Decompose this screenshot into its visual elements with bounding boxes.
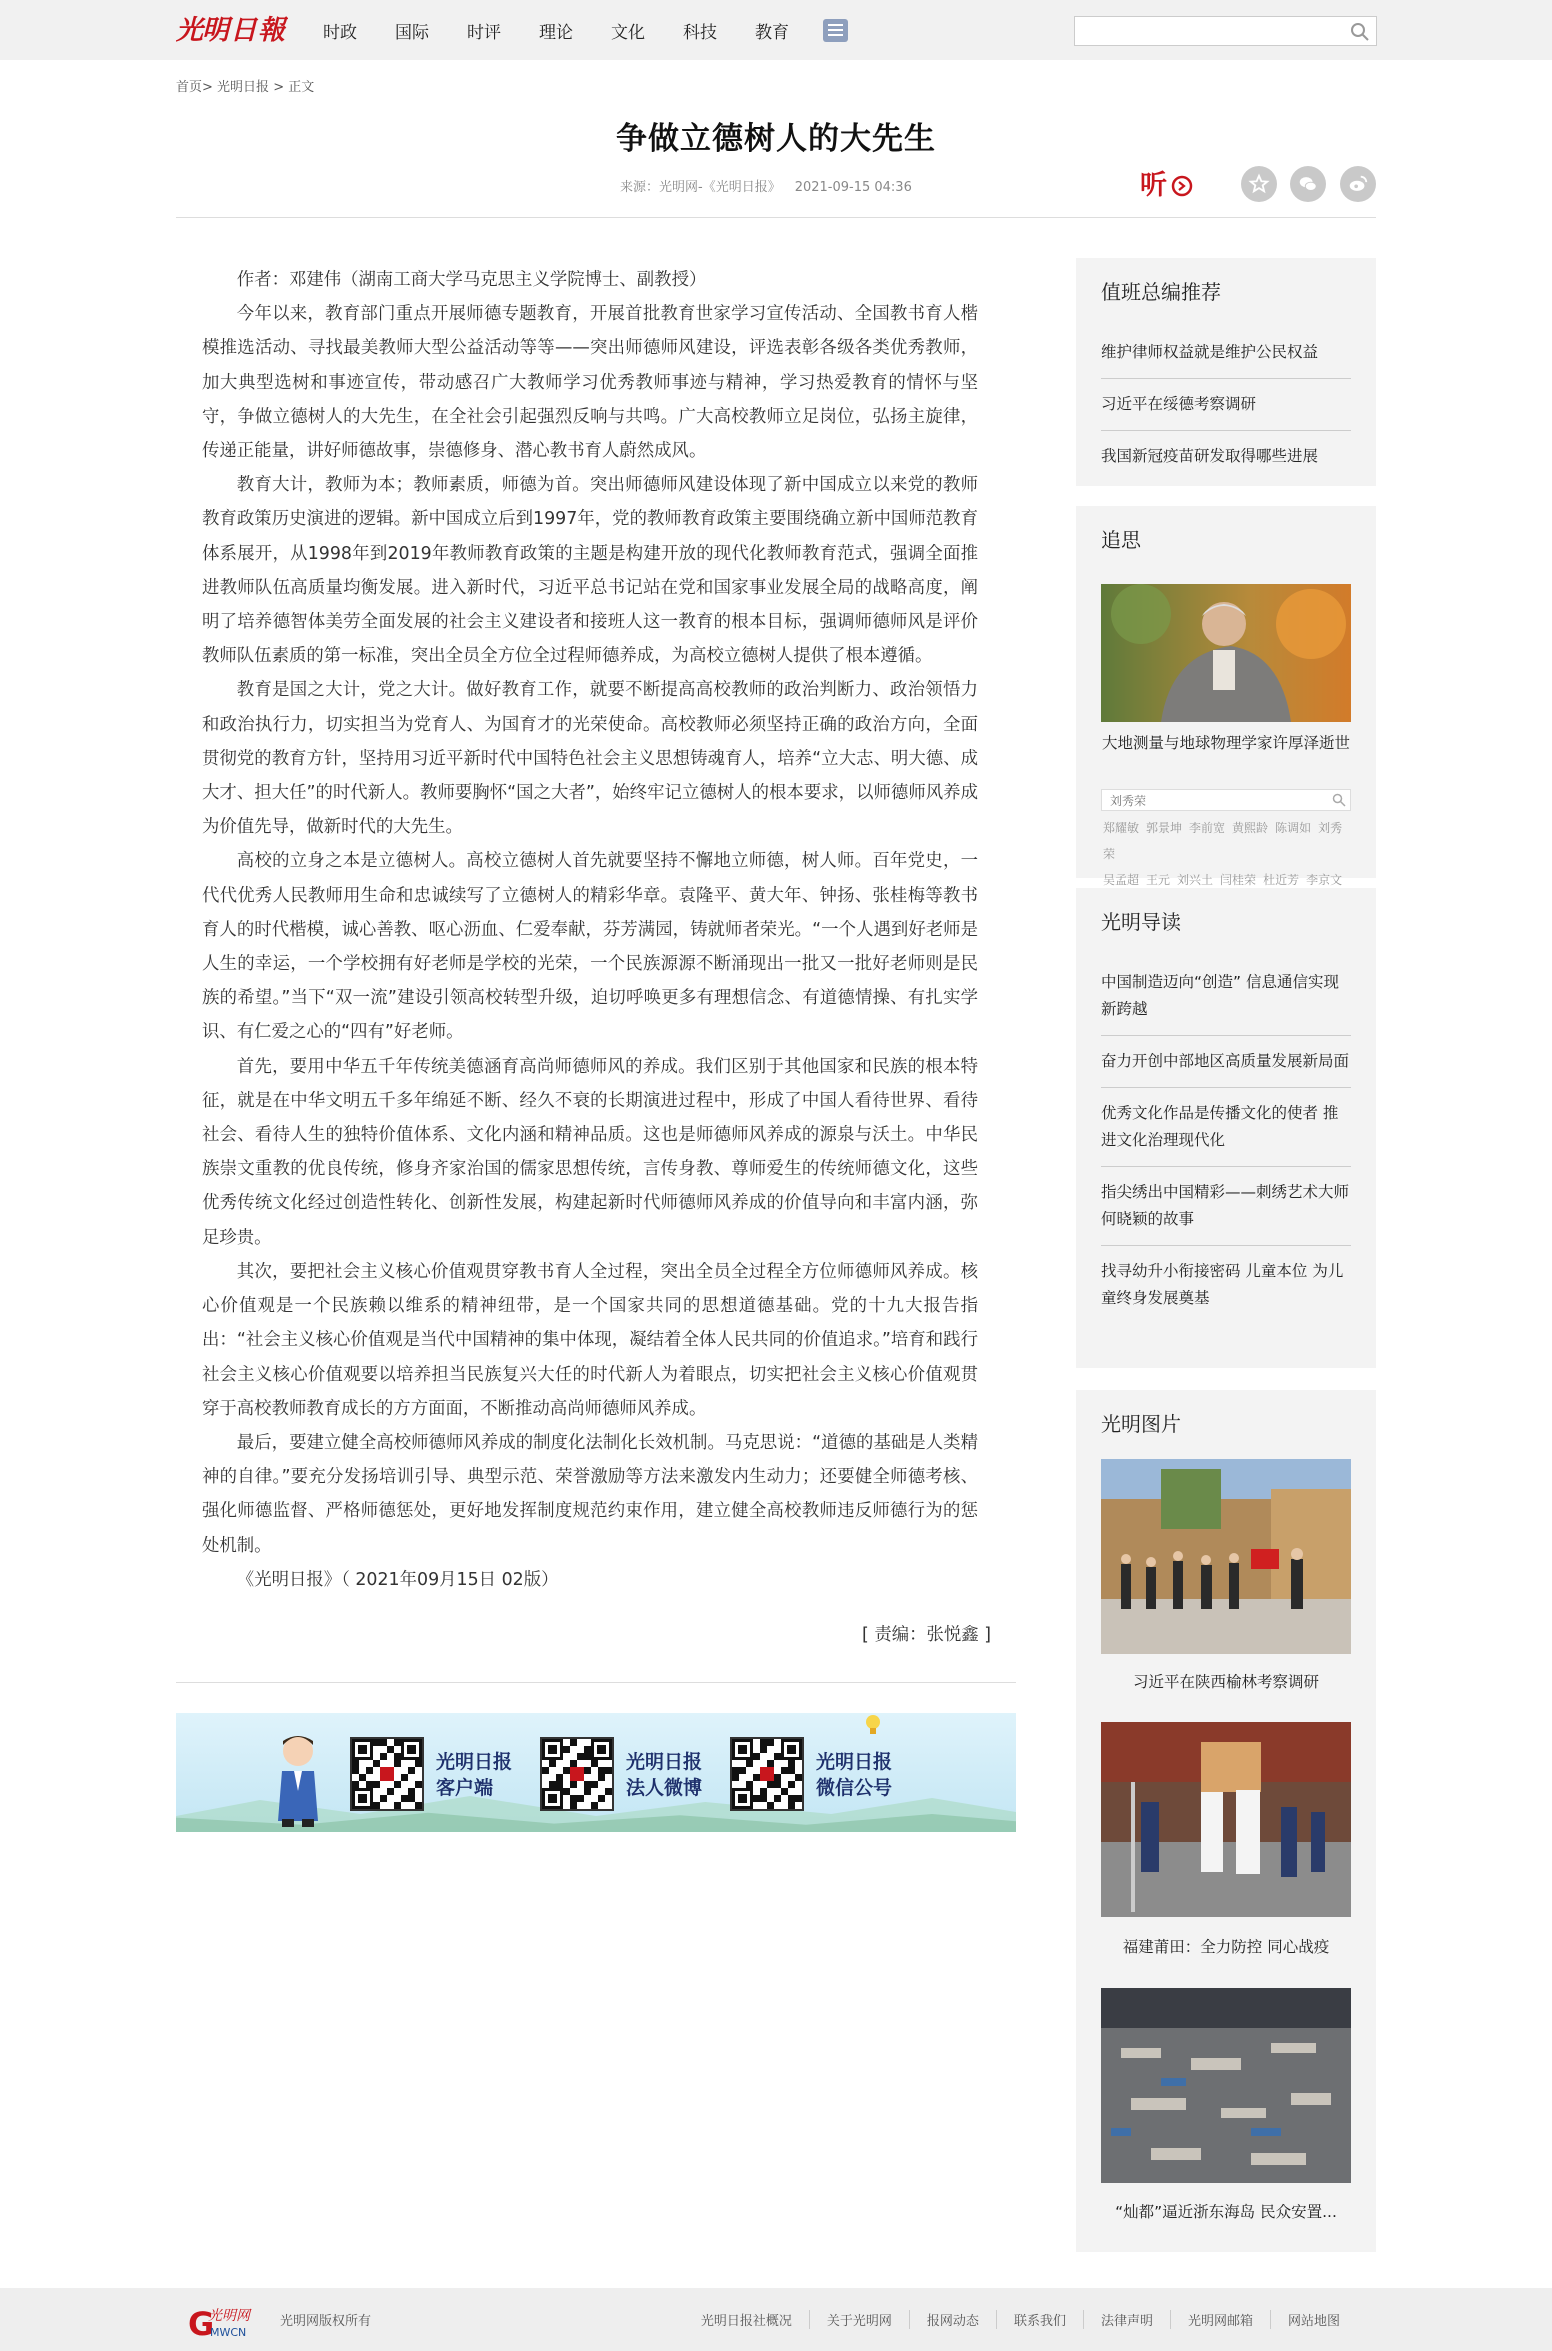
picture-2-caption[interactable]: 福建莆田：全力防控 同心战疫 <box>1122 1938 1330 1956</box>
pictures-heading: 光明图片 <box>1101 1412 1181 1436</box>
breadcrumb-guangming-daily[interactable]: 光明日报 <box>217 80 270 95</box>
article-paragraph-3: 教育是国之大计，党之大计。做好教育工作，就要不断提高高校教师的政治判断力、政治领悟力和政治执行力，切实担当为党育人、为国育才的光荣使命。高校教师必须坚持正确的政治方向，全面贯彻党的教育方针，坚持用习近平新时代中国特色社会主义思想铸魂育人，培养“立大志、明大德、成大才、担大任”的时代新人。教师要胸怀“国之大者”，始终牢记立德树人的根本要求，以师德师风养成为价值先导，做新时代的大先生。 <box>202 680 978 838</box>
guide-heading: 光明导读 <box>1101 910 1181 934</box>
svg-text:報: 報 <box>258 15 285 46</box>
star-icon <box>1248 173 1270 195</box>
editor-pick-link-2[interactable]: 习近平在绥德考察调研 <box>1101 379 1351 431</box>
share-weibo-button[interactable] <box>1340 166 1376 202</box>
editor-pick-link-3[interactable]: 我国新冠疫苗研发取得哪些进展 <box>1101 447 1319 465</box>
article-editor: [ 责编：张悦鑫 ] <box>862 1625 991 1645</box>
cartoon-person-icon <box>268 1731 328 1829</box>
follow-us-banner[interactable] <box>176 1713 1016 1832</box>
favorite-button[interactable] <box>1241 166 1277 202</box>
banner-label-weibo[interactable]: 光明日报 法人微博 <box>626 1751 703 1799</box>
guide-link-5[interactable]: 找寻幼升小衔接密码 儿童本位 为儿童终身发展奠基 <box>1101 1262 1344 1307</box>
svg-text:MWCN: MWCN <box>210 2326 247 2339</box>
pictures-panel <box>1076 1390 1376 2252</box>
memorial-name[interactable]: 刘兴土 <box>1177 873 1214 887</box>
article-body <box>202 263 978 1597</box>
editor-pick-link-1[interactable]: 维护律师权益就是维护公民权益 <box>1101 327 1351 379</box>
svg-text:明: 明 <box>202 15 229 46</box>
search-input[interactable] <box>1075 17 1340 45</box>
article-paragraph-7: 最后，要建立健全高校师德师风养成的制度化法制化长效机制。马克思说：“道德的基础是人类精神的自律。”要充分发扬培训引导、典型示范、荣誉激励等方法来激发内生动力；还要健全师德考核、强化师德监督、严格师德惩处，更好地发挥制度规范约束作用，建立健全高校教师违反师德行为的惩处机制。 <box>202 1432 978 1556</box>
memorial-name-list <box>1103 815 1355 893</box>
menu-icon[interactable] <box>823 19 848 42</box>
wechat-icon <box>1297 173 1319 195</box>
article-paragraph-4: 高校的立身之本是立德树人。高校立德树人首先就要坚持不懈地立师德，树人师。百年党史，一代代优秀人民教师用生命和忠诚续写了立德树人的精彩华章。袁隆平、黄大年、钟扬、张桂梅等教书育人的时代楷模，诚心善教、呕心沥血、仁爱奉献，芬芳满园，铸就师者荣光。“一个人遇到好老师是人生的幸运，一个学校拥有好老师是学校的光荣，一个民族源源不断涌现出一批又一批好老师则是民族的希望。”当下“双一流”建设引领高校转型升级，迫切呼唤更多有理想信念、有道德情操、有扎实学识、有仁爱之心的“四有”好老师。 <box>202 851 978 1043</box>
svg-text:光明网: 光明网 <box>208 2308 250 2324</box>
top-navigation-bar <box>0 0 1552 60</box>
memorial-name[interactable]: 李京文 <box>1306 873 1343 887</box>
memorial-name[interactable]: 李前宽 <box>1189 821 1226 835</box>
svg-text:日: 日 <box>230 15 257 46</box>
nav-item-international[interactable]: 国际 <box>395 22 429 43</box>
memorial-name[interactable]: 郭景坤 <box>1146 821 1183 835</box>
nav-item-culture[interactable]: 文化 <box>611 22 645 43</box>
bulb-icon <box>863 1713 883 1739</box>
memorial-search-input[interactable] <box>1102 791 1322 811</box>
search-icon[interactable] <box>1350 22 1370 42</box>
picture-1-caption[interactable]: 习近平在陕西榆林考察调研 <box>1132 1673 1319 1691</box>
memorial-name[interactable]: 王元 <box>1146 873 1171 887</box>
footer-link-about-newspaper[interactable]: 光明日报社概况 <box>700 2314 792 2329</box>
footer-link-legal[interactable]: 法律声明 <box>1083 2310 1170 2329</box>
header-divider <box>176 217 1376 218</box>
article-date: 2021-09-15 04:36 <box>794 180 912 195</box>
footer-links <box>684 2310 1357 2329</box>
gmw-logo[interactable] <box>188 2302 268 2340</box>
guide-panel <box>1076 888 1376 1368</box>
editor-pick-heading: 值班总编推荐 <box>1101 280 1221 304</box>
article-paragraph-6: 其次，要把社会主义核心价值观贯穿教书育人全过程，突出全员全过程全方位师德师风养成。核心价值观是一个民族赖以维系的精神纽带，是一个国家共同的思想道德基础。党的十九大报告指出：“社会主义核心价值观是当代中国精神的集中体现，凝结着全体人民共同的价值追求。”培育和践行社会主义核心价值观要以培养担当民族复兴大任的时代新人为着眼点，切实把社会主义核心价值观贯穿于高校教师教育成长的方方面面，不断推动高尚师德师风养成。 <box>202 1261 978 1419</box>
picture-3[interactable] <box>1101 1988 1351 2183</box>
article-source-line: 《光明日报》（ 2021年09月15日 02版） <box>236 1569 559 1590</box>
memorial-name[interactable]: 吴孟超 <box>1103 873 1140 887</box>
copyright-text: 光明网版权所有 <box>280 2314 372 2329</box>
breadcrumb-home[interactable]: 首页 <box>176 80 203 95</box>
article-source: 来源：光明网-《光明日报》 <box>620 180 781 195</box>
share-wechat-button[interactable] <box>1290 166 1326 202</box>
article-divider <box>176 1682 1016 1683</box>
footer-link-about-gmw[interactable]: 关于光明网 <box>809 2310 909 2329</box>
banner-label-wechat[interactable]: 光明日报 微信公号 <box>816 1751 893 1799</box>
footer-link-contact[interactable]: 联系我们 <box>996 2310 1083 2329</box>
listen-label: 听 <box>1140 170 1167 201</box>
picture-1[interactable] <box>1101 1459 1351 1654</box>
weibo-icon <box>1347 173 1369 195</box>
guide-link-1[interactable]: 中国制造迈向“创造” 信息通信实现新跨越 <box>1101 957 1351 1036</box>
guide-link-3[interactable]: 优秀文化作品是传播文化的使者 推进文化治理现代化 <box>1101 1088 1351 1167</box>
article-paragraph-1: 今年以来，教育部门重点开展师德专题教育，开展首批教育世家学习宣传活动、全国教书育人楷模推选活动、寻找最美教师大型公益活动等等——突出师德师风建设，评选表彰各级各类优秀教师，加大典型选树和事迹宣传，带动感召广大教师学习优秀教师事迹与精神，学习热爱教育的情怀与坚守，争做立德树人的大先生，在全社会引起强烈反响与共鸣。广大高校教师立足岗位，弘扬主旋律，传递正能量，讲好师德故事，崇德修身、潜心教书育人蔚然成风。 <box>202 304 978 462</box>
article-paragraph-5: 首先，要用中华五千年传统美德涵育高尚师德师风的养成。我们区别于其他国家和民族的根本特征，就是在中华文明五千多年绵延不断、经久不衰的长期演进过程中，形成了中国人看待世界、看待社会、看待人生的独特价值体系、文化内涵和精神品质。这也是师德师风养成的源泉与沃土。中华民族崇文重教的优良传统，修身齐家治国的儒家思想传统，言传身教、尊师爱生的传统师德文化，这些优秀传统文化经过创造性转化、创新性发展，构建起新时代师德师风养成的价值导向和丰富内涵，弥足珍贵。 <box>202 1056 978 1248</box>
nav-item-theory[interactable]: 理论 <box>539 22 573 43</box>
nav-item-education[interactable]: 教育 <box>755 22 789 43</box>
picture-2[interactable] <box>1101 1722 1351 1917</box>
memorial-name[interactable]: 杜近芳 <box>1263 873 1300 887</box>
memorial-search <box>1101 789 1351 811</box>
memorial-caption[interactable]: 大地测量与地球物理学家许厚泽逝世 <box>1101 734 1350 752</box>
nav-item-commentary[interactable]: 时评 <box>467 22 501 43</box>
qr-code-wechat <box>730 1737 804 1811</box>
svg-text:光: 光 <box>176 15 203 46</box>
footer-link-news[interactable]: 报网动态 <box>909 2310 996 2329</box>
memorial-photo[interactable] <box>1101 584 1351 722</box>
picture-3-caption[interactable]: “灿都”逼近浙东海岛 民众安置... <box>1115 2203 1337 2221</box>
memorial-name[interactable]: 刘秀荣 <box>1103 821 1343 861</box>
main-nav <box>323 0 848 60</box>
site-search <box>1074 16 1377 46</box>
article-author: 作者：邓建伟（湖南工商大学马克思主义学院博士、副教授） <box>236 270 707 290</box>
guangming-daily-logo[interactable] <box>176 12 288 46</box>
memorial-name[interactable]: 闫桂荣 <box>1220 873 1257 887</box>
memorial-name[interactable]: 黄熙龄 <box>1232 821 1269 835</box>
guide-link-2[interactable]: 奋力开创中部地区高质量发展新局面 <box>1101 1036 1351 1088</box>
memorial-name[interactable]: 陈调如 <box>1275 821 1312 835</box>
nav-item-politics[interactable]: 时政 <box>323 22 357 43</box>
article-title: 争做立德树人的大先生 <box>616 121 936 157</box>
breadcrumb-current: 正文 <box>288 80 315 95</box>
memorial-heading: 追思 <box>1101 528 1141 552</box>
footer-link-sitemap[interactable]: 网站地图 <box>1270 2310 1357 2329</box>
listen-audio-button[interactable] <box>1140 166 1200 202</box>
svg-text:G: G <box>188 2305 215 2340</box>
memorial-panel <box>1076 506 1376 887</box>
site-footer <box>0 2288 1552 2351</box>
nav-item-technology[interactable]: 科技 <box>683 22 717 43</box>
qr-code-weibo <box>540 1737 614 1811</box>
search-icon[interactable] <box>1332 793 1346 807</box>
guide-link-4[interactable]: 指尖绣出中国精彩——刺绣艺术大师何晓颖的故事 <box>1101 1167 1351 1246</box>
article-meta <box>620 176 912 195</box>
qr-code-client <box>350 1737 424 1811</box>
footer-link-mail[interactable]: 光明网邮箱 <box>1170 2310 1270 2329</box>
editor-pick-panel <box>1076 258 1376 486</box>
banner-label-client[interactable]: 光明日报 客户端 <box>436 1751 513 1799</box>
breadcrumb: 首页> 光明日报 > 正文 <box>176 80 315 95</box>
article-paragraph-2: 教育大计，教师为本；教师素质，师德为首。突出师德师风建设体现了新中国成立以来党的教师教育政策历史演进的逻辑。新中国成立后到1997年，党的教师教育政策主要围绕确立新中国师范教育体系展开，从1998年到2019年教师教育政策的主题是构建开放的现代化教师教育范式，强调全面推进教师队伍高质量均衡发展。进入新时代，习近平总书记站在党和国家事业发展全局的战略高度，阐明了培养德智体美劳全面发展的社会主义建设者和接班人这一教育的根本目标，强调师德师风是评价教师队伍素质的第一标准，突出全员全方位全过程师德养成，为高校立德树人提供了根本遵循。 <box>202 475 978 667</box>
memorial-name[interactable]: 郑耀敏 <box>1103 821 1140 835</box>
